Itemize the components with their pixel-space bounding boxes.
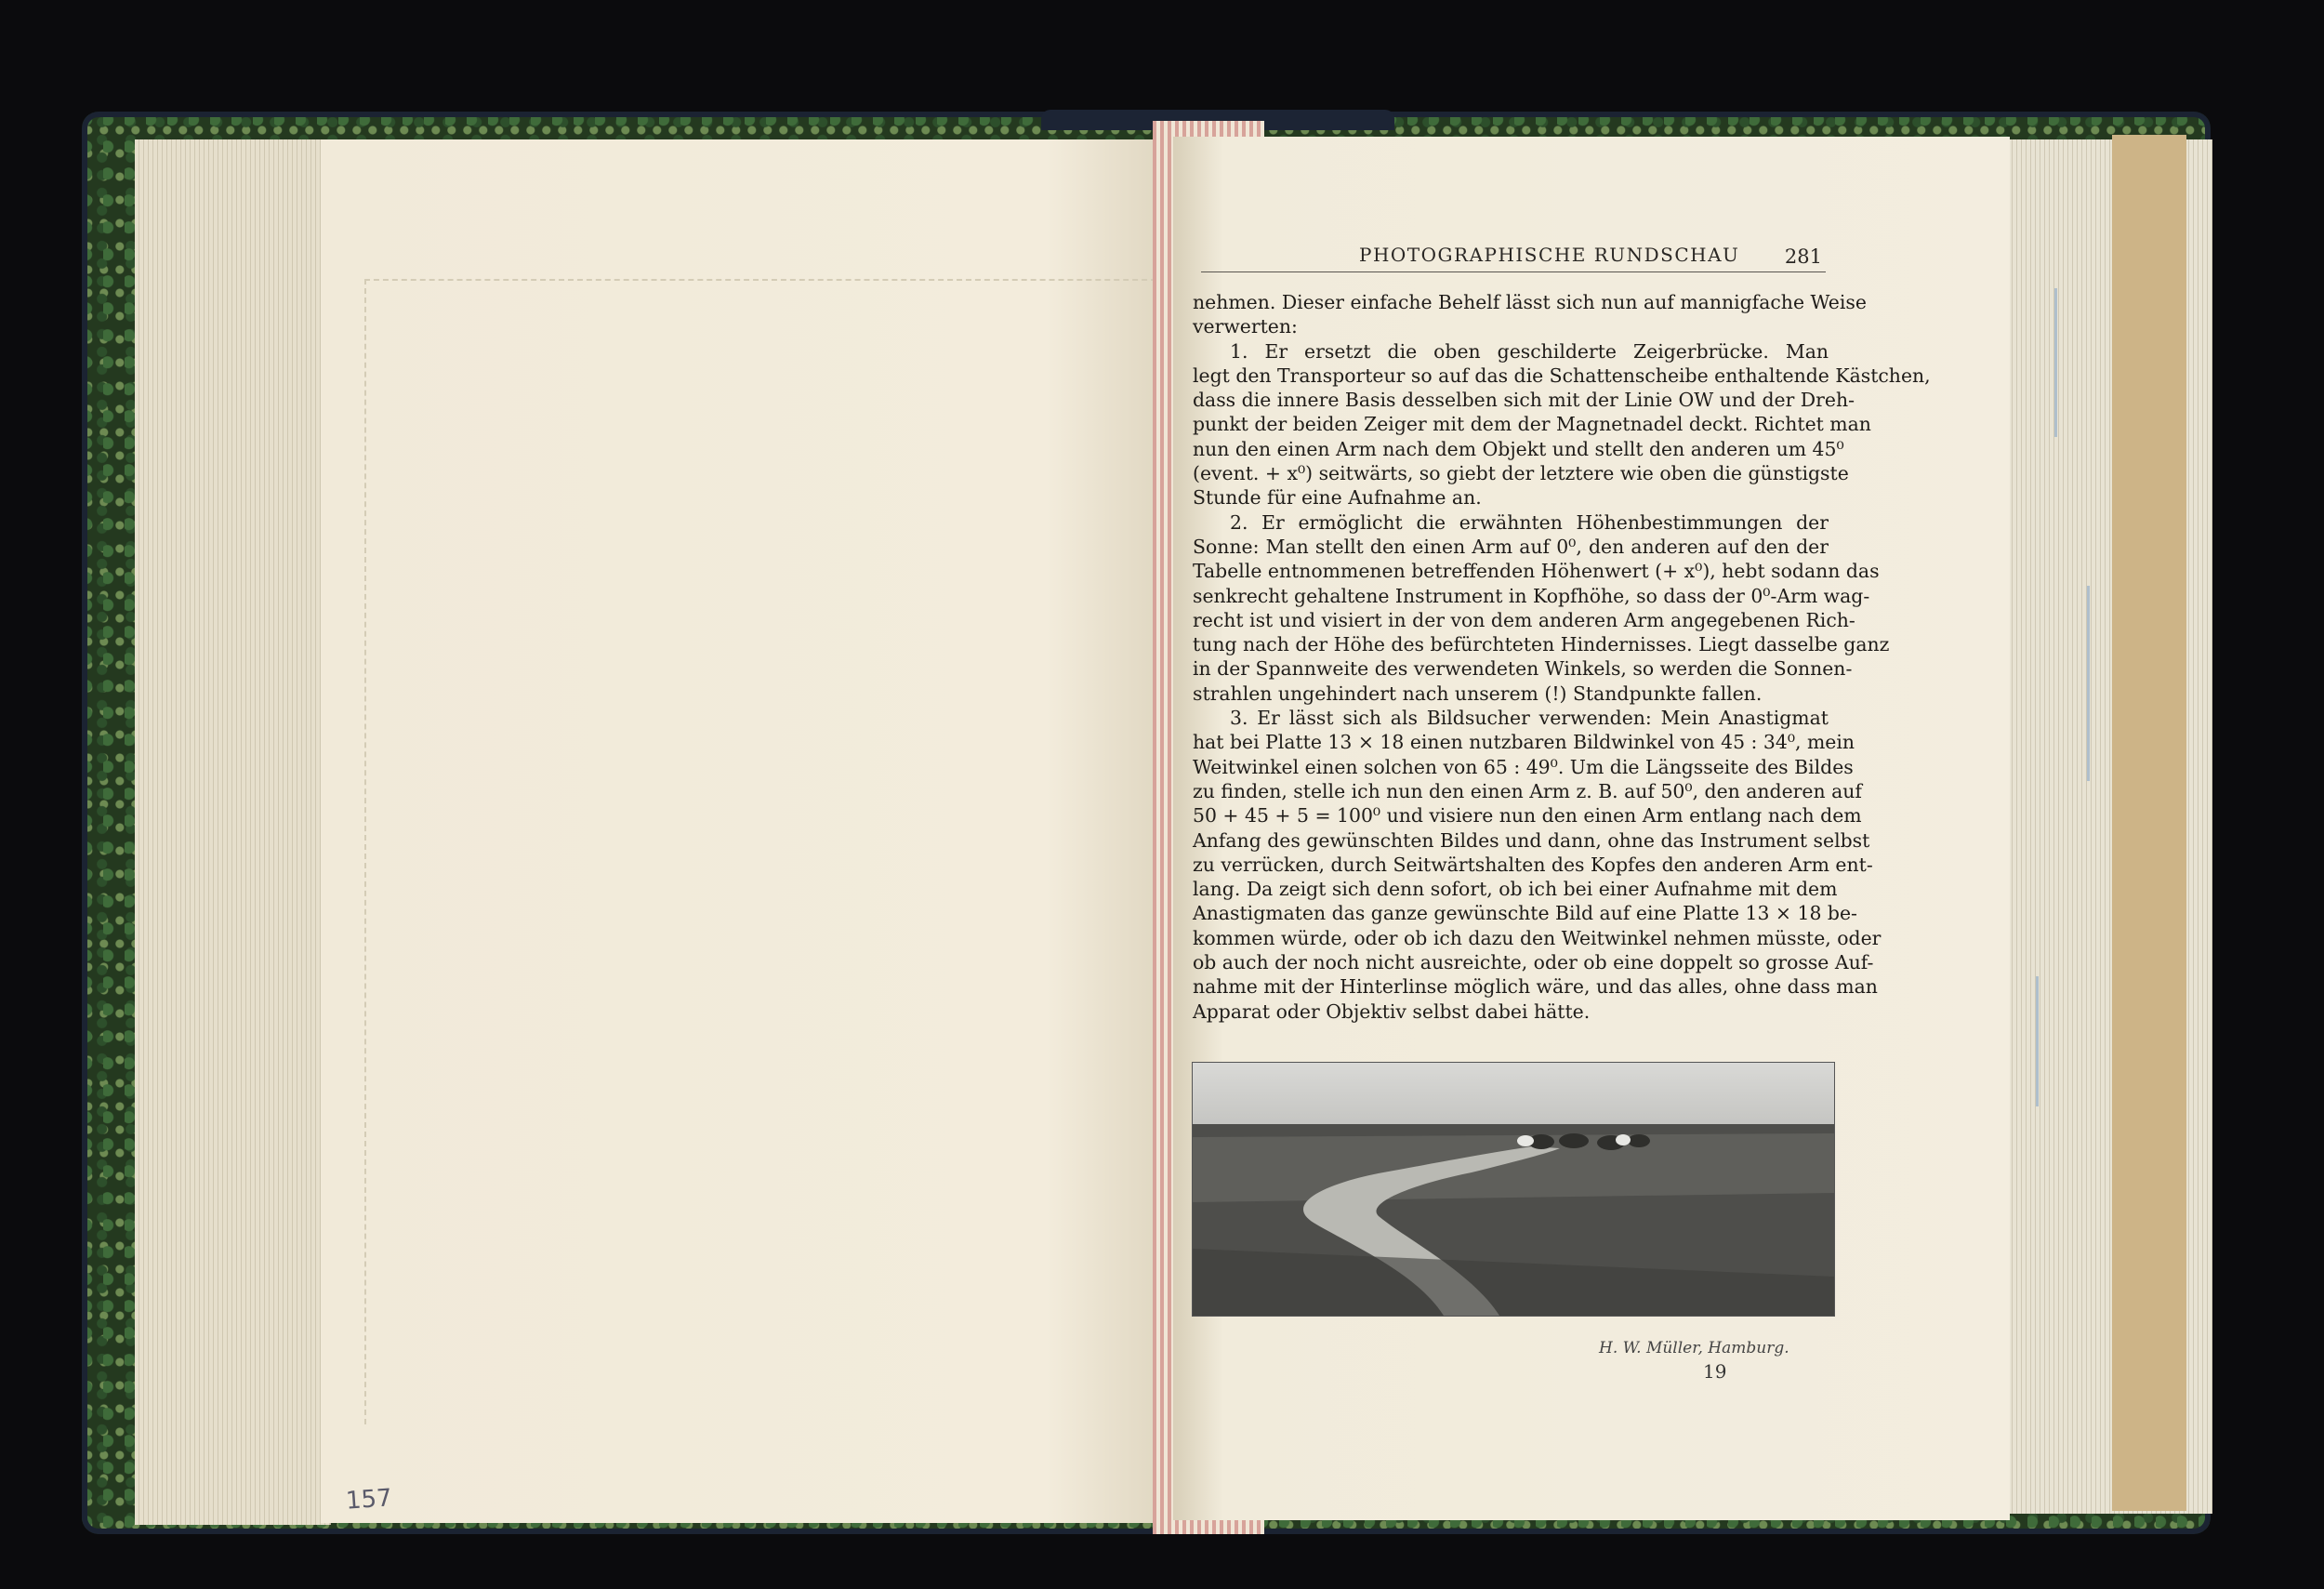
text-line: in der Spannweite des verwendeten Winkels, so werden die Sonnen- xyxy=(1193,657,1853,681)
left-page-edges xyxy=(135,139,331,1525)
text-line: verwerten: xyxy=(1193,315,1298,338)
text-line: 3. Er lässt sich als Bildsucher verwenden: Mein Anastigmat xyxy=(1230,707,1829,730)
text-line: nun den einen Arm nach dem Objekt und stellt den anderen um 45⁰ xyxy=(1193,437,1844,460)
text-line: tung nach der Höhe des befürchteten Hindernisses. Liegt dasselbe ganz xyxy=(1193,633,1890,656)
text-line: recht ist und visiert in der von dem anderen Arm angegebenen Rich- xyxy=(1193,608,1855,631)
text-line: zu verrücken, durch Seitwärtshalten des Kopfes den anderen Arm ent- xyxy=(1193,853,1873,876)
text-line: nahme mit der Hinterlinse möglich wäre, und das alles, ohne dass man xyxy=(1193,975,1878,999)
text-line: Anastigmaten das ganze gewünschte Bild auf eine Platte 13 × 18 be- xyxy=(1193,902,1857,925)
text-line: nehmen. Dieser einfache Behelf lässt sich nun auf mannigfache Weise xyxy=(1193,291,1867,313)
text-line: Tabelle entnommenen betreffenden Höhenwert (+ x⁰), hebt sodann das xyxy=(1193,560,1880,583)
text-line: 50 + 45 + 5 = 100⁰ und visiere nun den einen Arm entlang nach dem xyxy=(1193,804,1862,828)
text-line: legt den Transporteur so auf das die Schattenscheibe enthaltende Kästchen, xyxy=(1193,364,1931,387)
text-line: (event. + x⁰) seitwärts, so giebt der letztere wie oben die günstigste xyxy=(1193,462,1849,485)
text-line: 1. Er ersetzt die oben geschilderte Zeigerbrücke. Man xyxy=(1230,339,1829,363)
text-line: kommen würde, oder ob ich dazu den Weitwinkel nehmen müsste, oder xyxy=(1193,926,1882,949)
page-number: 281 xyxy=(1784,245,1822,268)
text-line: Apparat oder Objektiv selbst dabei hätte. xyxy=(1193,1000,1591,1023)
pencil-mark: 157 xyxy=(345,1484,393,1516)
body-text xyxy=(1193,290,1931,1024)
text-line: hat bei Platte 13 × 18 einen nutzbaren Bildwinkel von 45 : 34⁰, mein xyxy=(1193,731,1855,754)
running-head-title: PHOTOGRAPHISCHE RUNDSCHAU xyxy=(1359,244,1740,266)
text-line: Stunde für eine Aufnahme an. xyxy=(1193,486,1482,510)
text-line: Weitwinkel einen solchen von 65 : 49⁰. Um die Längsseite des Bildes xyxy=(1193,755,1854,778)
text-line: zu finden, stelle ich nun den einen Arm z. B. auf 50⁰, den anderen auf xyxy=(1193,779,1862,802)
text-line: 2. Er ermöglicht die erwähnten Höhenbestimmungen der xyxy=(1230,510,1829,534)
text-line: lang. Da zeigt sich denn sofort, ob ich bei einer Aufnahme mit dem xyxy=(1193,878,1838,901)
text-line: punkt der beiden Zeiger mit dem der Magnetnadel deckt. Richtet man xyxy=(1193,413,1871,436)
text-line: ob auch der noch nicht ausreichte, oder ob eine doppelt so grosse Auf- xyxy=(1193,951,1874,974)
text-line: senkrecht gehaltene Instrument in Kopfhöhe, so dass der 0⁰-Arm wag- xyxy=(1193,584,1870,607)
text-line: Anfang des gewünschten Bildes und dann, ohne das Instrument selbst xyxy=(1193,828,1870,852)
landscape-photo xyxy=(1192,1062,1835,1317)
signature-mark: 19 xyxy=(1703,1360,1727,1383)
plate-impression-frame xyxy=(364,279,1166,1424)
photo-credit: H. W. Müller, Hamburg. xyxy=(1599,1339,1789,1357)
right-page-block-edge xyxy=(2112,135,2186,1511)
text-line: dass die innere Basis desselben sich mit der Linie OW und der Dreh- xyxy=(1193,389,1855,412)
text-line: Sonne: Man stellt den einen Arm auf 0⁰, den anderen auf den der xyxy=(1193,535,1829,558)
running-head xyxy=(1201,244,1826,272)
text-line: strahlen ungehindert nach unserem (!) Standpunkte fallen. xyxy=(1193,682,1763,705)
